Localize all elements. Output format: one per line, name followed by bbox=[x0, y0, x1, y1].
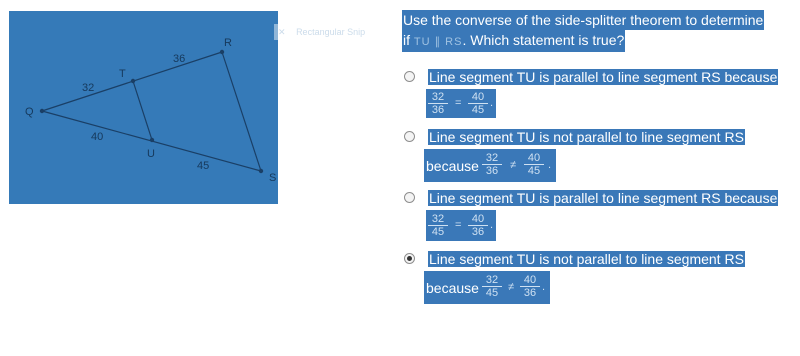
radio-button-4-selected[interactable] bbox=[404, 253, 415, 264]
parallel-notation: TU ∥ RS bbox=[413, 36, 463, 48]
option-4-fraction-2: $\frac{40}{36}$ bbox=[520, 274, 540, 299]
label-U: U bbox=[147, 148, 155, 160]
point-T bbox=[131, 79, 135, 83]
option-1-text: Line segment TU is parallel to line segment RS because bbox=[429, 69, 778, 85]
length-QT: 32 bbox=[82, 82, 95, 94]
close-icon[interactable]: ✕ bbox=[278, 27, 286, 37]
length-QU: 40 bbox=[91, 131, 104, 143]
option-4-fraction-1: $\frac{32}{45}$ bbox=[482, 274, 502, 299]
option-3-fraction-2: $\frac{40}{36}$ bbox=[468, 213, 488, 238]
question-line-2: if TU ∥ RS. Which statement is true? bbox=[402, 30, 625, 52]
label-Q: Q bbox=[25, 106, 34, 118]
label-S: S bbox=[269, 172, 277, 184]
question-line-1: Use the converse of the side-splitter theorem to determine bbox=[403, 12, 764, 28]
triangle-diagram bbox=[9, 11, 278, 204]
snip-tooltip bbox=[274, 24, 386, 40]
option-1-fraction-2: $\frac{40}{45}$ bbox=[468, 91, 488, 116]
point-R bbox=[220, 50, 224, 54]
option-1-fraction-1: $\frac{32}{36}$ bbox=[428, 91, 448, 116]
option-1-equation: $\frac{32}{36}$ = $\frac{40}{45}$ . bbox=[426, 89, 496, 118]
option-2-fraction-2: $\frac{40}{45}$ bbox=[524, 152, 544, 177]
option-3-fraction-1: $\frac{32}{45}$ bbox=[428, 213, 448, 238]
point-U bbox=[150, 138, 154, 142]
label-T: T bbox=[119, 68, 126, 80]
segment-TU bbox=[133, 81, 152, 140]
triangle-figure bbox=[9, 11, 278, 204]
radio-button-2[interactable] bbox=[404, 131, 415, 142]
option-2-equation: because $\frac{32}{36}$ ≠ $\frac{40}{45}$ . bbox=[424, 149, 556, 182]
radio-button-3[interactable] bbox=[404, 192, 415, 203]
question-text bbox=[402, 10, 772, 52]
point-Q bbox=[40, 109, 44, 113]
label-R: R bbox=[224, 37, 232, 49]
option-3-text: Line segment TU is parallel to line segment RS because bbox=[429, 190, 778, 206]
option-2-text: Line segment TU is not parallel to line segment RS bbox=[429, 129, 744, 145]
snip-tooltip-text: Rectangular Snip bbox=[296, 27, 366, 37]
option-4-equation: because $\frac{32}{45}$ ≠ $\frac{40}{36}$ . bbox=[424, 271, 550, 304]
length-TR: 36 bbox=[173, 53, 186, 65]
option-2-fraction-1: $\frac{32}{36}$ bbox=[482, 152, 502, 177]
point-S bbox=[259, 169, 263, 173]
option-4-text: Line segment TU is not parallel to line segment RS bbox=[429, 251, 744, 267]
length-US: 45 bbox=[197, 160, 210, 172]
side-RS bbox=[222, 52, 261, 171]
option-3-equation: $\frac{32}{45}$ = $\frac{40}{36}$ . bbox=[426, 210, 496, 241]
radio-button-1[interactable] bbox=[404, 71, 415, 82]
